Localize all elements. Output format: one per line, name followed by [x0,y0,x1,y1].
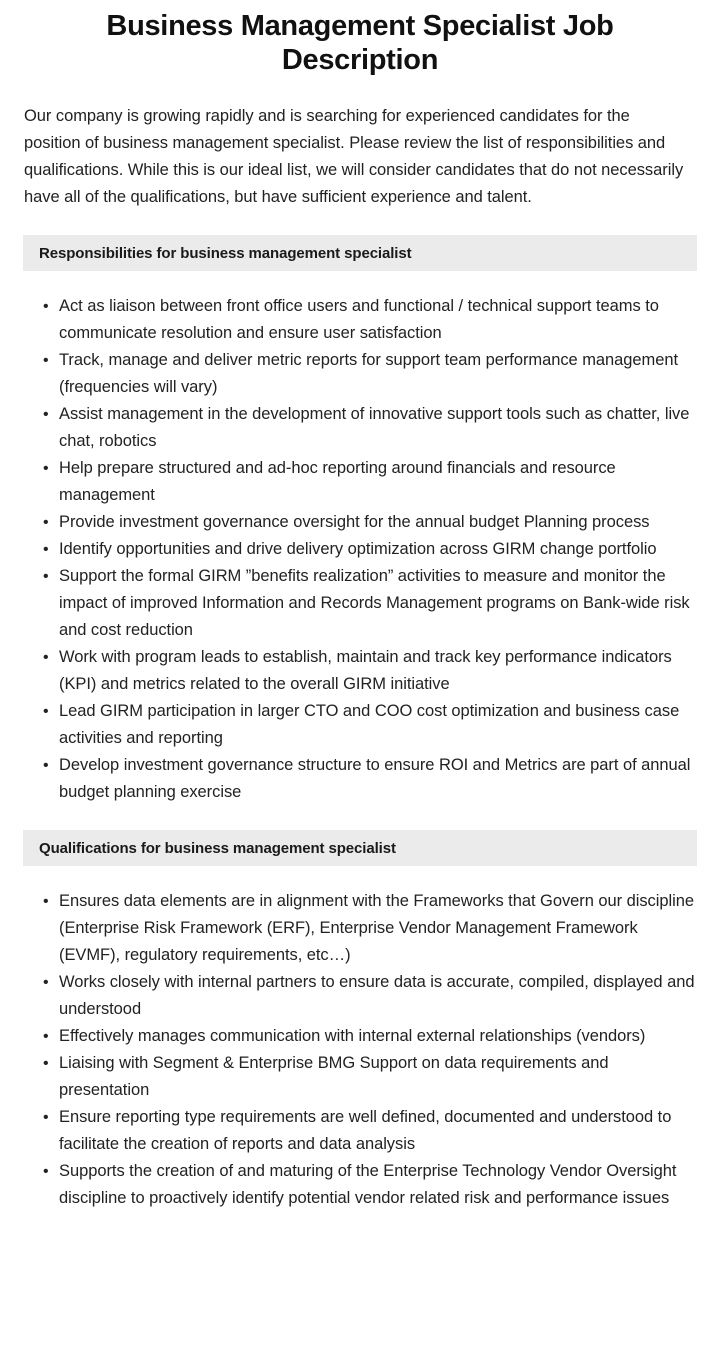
responsibilities-header-bar [23,235,697,271]
list-item: • Assist management in the development of innovative support tools such as chatter, live chat, robotics [59,401,698,455]
list-item: • Support the formal GIRM ”benefits realization” activities to measure and monitor the impact of improved Information and Records Management programs on Bank-wide risk and cost reduction [59,563,698,644]
list-item: • Works closely with internal partners to ensure data is accurate, compiled, displayed and understood [59,969,702,1023]
list-item: • Ensure reporting type requirements are well defined, documented and understood to facilitate the creation of reports and data analysis [59,1104,702,1158]
responsibilities-list [0,271,720,806]
list-item: • Provide investment governance oversight for the annual budget Planning process [59,509,698,536]
responsibilities-section [0,235,720,806]
qualifications-section [0,830,720,1212]
list-item: • Lead GIRM participation in larger CTO and COO cost optimization and business case activities and reporting [59,698,698,752]
list-item: • Effectively manages communication with internal external relationships (vendors) [59,1023,702,1050]
qualifications-list [0,866,720,1212]
list-item: • Supports the creation of and maturing of the Enterprise Technology Vendor Oversight discipline to proactively identify potential vendor related risk and performance issues [59,1158,702,1212]
intro-paragraph: Our company is growing rapidly and is searching for experienced candidates for the position of business management specialist. Please review the list of responsibilities and qualifications. While this is our ideal list, we will consider candidates that do not necessarily have all of the qualifications, but have sufficient experience and talent. [24,107,684,206]
qualifications-header-bar [23,830,697,866]
list-item: • Act as liaison between front office users and functional / technical support teams to communicate resolution and ensure user satisfaction [59,293,698,347]
list-item: • Develop investment governance structure to ensure ROI and Metrics are part of annual budget planning exercise [59,752,698,806]
list-item: • Help prepare structured and ad-hoc reporting around financials and resource management [59,455,698,509]
qualifications-heading: Qualifications for business management specialist [39,839,396,857]
list-item: • Ensures data elements are in alignment with the Frameworks that Govern our discipline (Enterprise Risk Framework (ERF), Enterprise Vendor Management Framework (EVMF), regulatory requirements, etc…) [59,888,702,969]
page-title: Business Management Specialist Job Description [106,10,614,76]
responsibilities-heading: Responsibilities for business management specialist [39,244,412,262]
list-item: • Liaising with Segment & Enterprise BMG Support on data requirements and presentation [59,1050,702,1104]
list-item: • Work with program leads to establish, maintain and track key performance indicators (KPI) and metrics related to the overall GIRM initiative [59,644,698,698]
list-item: • Identify opportunities and drive delivery optimization across GIRM change portfolio [59,536,698,563]
list-item: • Track, manage and deliver metric reports for support team performance management (frequencies will vary) [59,347,698,401]
page-bottom-spacer [0,1212,720,1240]
